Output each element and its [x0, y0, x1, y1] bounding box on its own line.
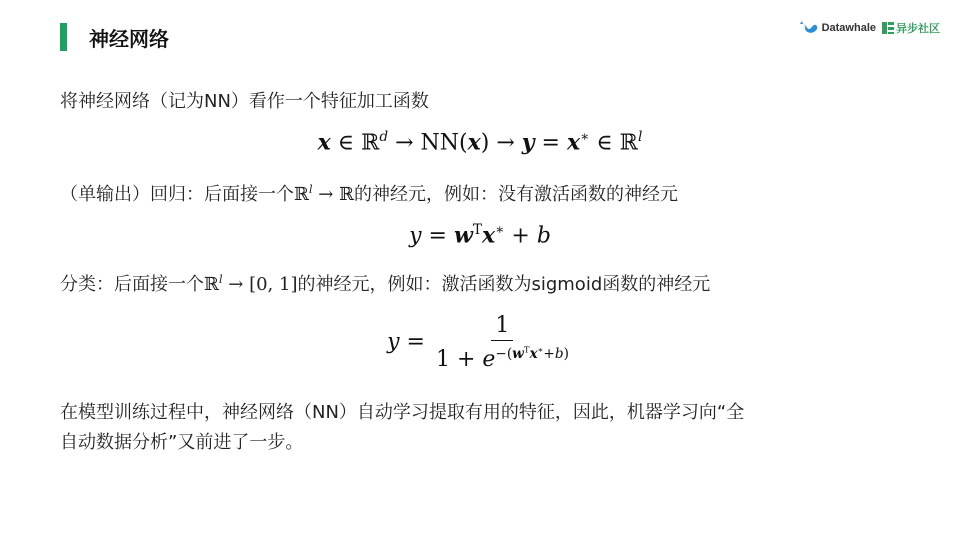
paragraph-classification [60, 270, 710, 296]
paragraph-regression [60, 180, 678, 206]
paragraph-intro: 将神经网络（记为NN）看作一个特征加工函数 [60, 91, 429, 112]
community-icon [882, 20, 894, 36]
classification-math: ℝ$^l$ → [0, 1] [204, 273, 298, 295]
datawhale-logo-text: Datawhale [821, 22, 876, 34]
regression-text-suffix: 的神经元，例如：没有激活函数的神经元 [354, 184, 679, 205]
regression-text-prefix: （单输出）回归：后面接一个 [60, 184, 294, 205]
slide-header [60, 22, 169, 52]
paragraph-conclusion [60, 398, 744, 458]
formula-sigmoid: y = $\frac{1}{1 + e^{-(w^Tx^∗+b)}}$ [0, 313, 960, 372]
formula-nn-mapping: x ∈ ℝ$^d$ → NN(x) → y = x∗ ∈ ℝ$^l$ [317, 129, 643, 156]
conclusion-line-1: 在模型训练过程中，神经网络（NN）自动学习提取有用的特征，因此，机器学习向“全 [60, 402, 745, 423]
regression-math: ℝ$^l$ → ℝ [294, 183, 355, 205]
whale-icon [799, 20, 819, 36]
classification-text-suffix: 的神经元，例如：激活函数为sigmoid函数的神经元 [297, 274, 711, 295]
datawhale-logo [799, 20, 876, 36]
conclusion-line-2: 自动数据分析”又前进了一步。 [60, 432, 304, 453]
community-logo [882, 20, 940, 36]
sigmoid-fraction: $\frac{1}{1 + e^{-(w^Tx^∗+b)}}$ [435, 313, 569, 372]
logo-group [799, 20, 940, 36]
classification-text-prefix: 分类：后面接一个 [60, 274, 204, 295]
formula-regression: $y = w^Tx^∗ + b$ [409, 222, 551, 249]
title-accent-bar [60, 23, 67, 51]
community-logo-text: 异步社区 [896, 22, 940, 35]
slide-title: 神经网络 [89, 26, 169, 51]
